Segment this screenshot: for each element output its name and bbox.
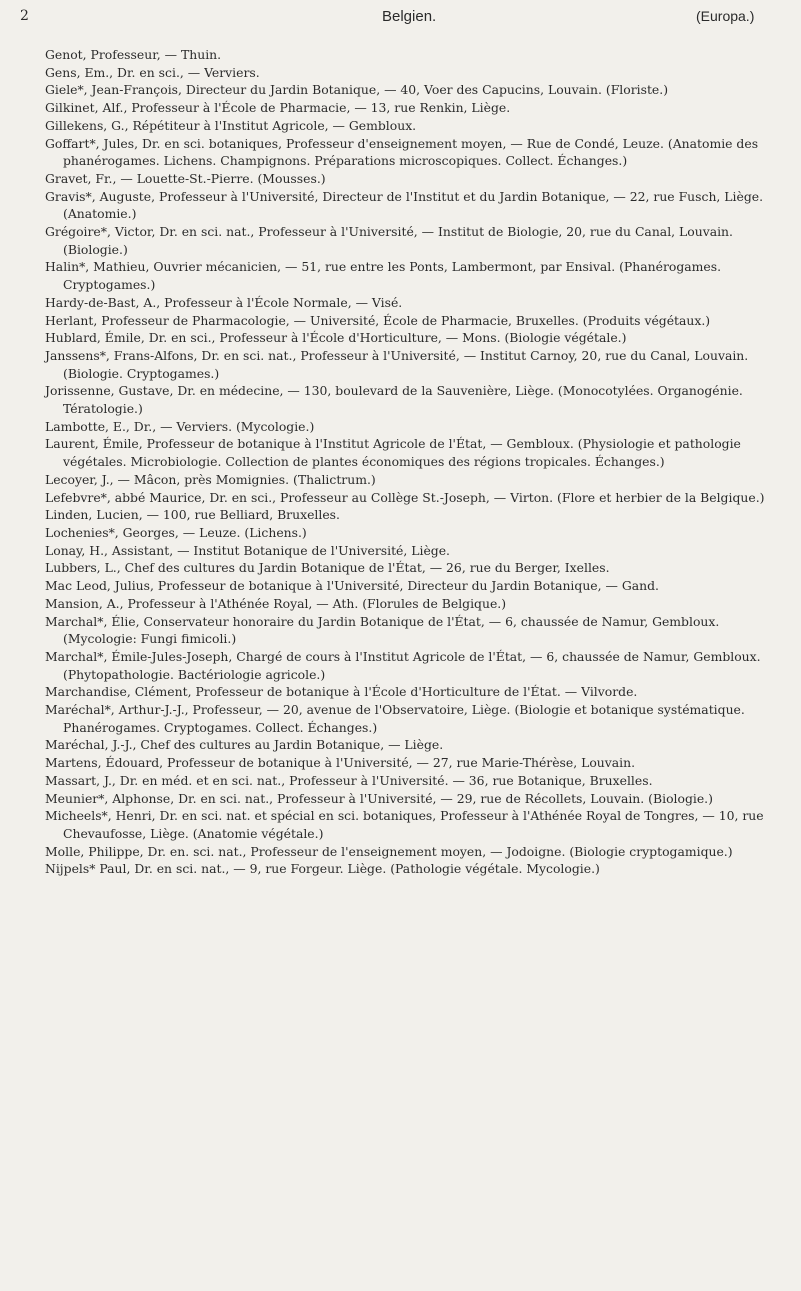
running-title: Belgien. [382,8,437,25]
directory-entry: Hardy-de-Bast, A., Professeur à l'École Normale, — Visé. [45,294,403,310]
directory-entry: Massart, J., Dr. en méd. et en sci. nat., Professeur à l'Université. — 36, rue Botanique, Bruxelles. [45,772,653,788]
directory-entry: Goffart*, Jules, Dr. en sci. botaniques, Professeur d'enseignement moyen, — Rue de Condé, Leuze. (Anatomie des phanérogames. Lichens. Champignons. Préparations microscopiques. Collect. Échanges.) [45,135,759,169]
directory-entry: Lecoyer, J., — Mâcon, près Momignies. (Thalictrum.) [45,471,376,487]
directory-entry: Gilkinet, Alf., Professeur à l'École de Pharmacie, — 13, rue Renkin, Liège. [45,100,511,116]
directory-entry: Gens, Em., Dr. en sci., — Verviers. [45,64,260,80]
directory-entry: Lambotte, E., Dr., — Verviers. (Mycologie.) [45,418,315,434]
region-label: (Europa.) [696,8,755,24]
page-number: 2 [20,8,29,24]
directory-entry: Mansion, A., Professeur à l'Athénée Royal, — Ath. (Florules de Belgique.) [45,595,507,611]
directory-entry: Halin*, Mathieu, Ouvrier mécanicien, — 51, rue entre les Ponts, Lambermont, par Ensival. (Phanérogames. Cryptogames.) [45,259,722,293]
directory-entry: Nijpels* Paul, Dr. en sci. nat., — 9, rue Forgeur. Liège. (Pathologie végétale. Mycologie.) [45,861,600,877]
directory-entry: Hublard, Émile, Dr. en sci., Professeur à l'École d'Horticulture, — Mons. (Biologie végétale.) [45,330,627,346]
directory-entry: Marchal*, Élie, Conservateur honoraire du Jardin Botanique de l'État, — 6, chaussée de Namur, Gembloux. (Mycologie: Fungi fimicoli.) [45,613,720,647]
directory-entry: Maréchal*, Arthur-J.-J., Professeur, — 20, avenue de l'Observatoire, Liège. (Biologie et botanique systématique. Phanérogames. Cryptogames. Collect. Échanges.) [45,702,745,735]
directory-entry: Linden, Lucien, — 100, rue Belliard, Bruxelles. [45,507,340,523]
directory-entry: Maréchal, J.-J., Chef des cultures au Jardin Botanique, — Liège. [45,737,444,753]
directory-entry: Lefebvre*, abbé Maurice, Dr. en sci., Professeur au Collège St.-Joseph, — Virton. (Flore et herbier de la Belgique.) [45,489,765,505]
directory-entry: Meunier*, Alphonse, Dr. en sci. nat., Professeur à l'Université, — 29, rue de Récollets, Louvain. (Biologie.) [45,790,713,806]
directory-entry: Gillekens, G., Répétiteur à l'Institut Agricole, — Gembloux. [45,117,417,133]
directory-entry: Laurent, Émile, Professeur de botanique à l'Institut Agricole de l'État, — Gembloux. (Physiologie et pathologie végétales. Microbiologie. Collection de plantes économiques des régions tropicales. Échanges.) [45,436,741,470]
directory-entry: Marchandise, Clément, Professeur de botanique à l'École d'Horticulture de l'État. — Vilvorde. [45,684,638,700]
directory-entries [45,46,787,878]
directory-entry: Herlant, Professeur de Pharmacologie, — Université, École de Pharmacie, Bruxelles. (Produits végétaux.) [45,312,711,328]
directory-entry: Mac Leod, Julius, Professeur de botanique à l'Université, Directeur du Jardin Botanique, — Gand. [45,578,659,594]
directory-entry: Lonay, H., Assistant, — Institut Botanique de l'Université, Liège. [45,542,450,558]
directory-entry: Martens, Édouard, Professeur de botanique à l'Université, — 27, rue Marie-Thérèse, Louvain. [45,755,636,771]
directory-entry: Gravis*, Auguste, Professeur à l'Université, Directeur de l'Institut et du Jardin Botanique, — 22, rue Fusch, Liège. (Anatomie.) [45,188,764,222]
page-header [0,0,801,30]
directory-entry: Marchal*, Émile-Jules-Joseph, Chargé de cours à l'Institut Agricole de l'État, — 6, chaussée de Namur, Gembloux. (Phytopathologie. Bactériologie agricole.) [45,648,761,682]
directory-entry: Lochenies*, Georges, — Leuze. (Lichens.) [45,524,307,540]
directory-entry: Janssens*, Frans-Alfons, Dr. en sci. nat., Professeur à l'Université, — Institut Carnoy, 20, rue du Canal, Louvain. (Biologie. Cryptogames.) [45,347,749,381]
directory-entry: Molle, Philippe, Dr. en. sci. nat., Professeur de l'enseignement moyen, — Jodoigne. (Biologie cryptogamique.) [45,843,733,859]
directory-entry: Lubbers, L., Chef des cultures du Jardin Botanique de l'État, — 26, rue du Berger, Ixelles. [45,560,610,576]
directory-entry: Grégoire*, Victor, Dr. en sci. nat., Professeur à l'Université, — Institut de Biologie, 20, rue du Canal, Louvain. (Biologie.) [45,224,733,257]
directory-entry: Gravet, Fr., — Louette-St.-Pierre. (Mousses.) [45,170,326,186]
directory-entry: Genot, Professeur, — Thuin. [45,47,222,62]
directory-entry: Giele*, Jean-François, Directeur du Jardin Botanique, — 40, Voer des Capucins, Louvain. (Floriste.) [45,82,669,98]
directory-entry: Jorissenne, Gustave, Dr. en médecine, — 130, boulevard de la Sauvenière, Liège. (Monocotylées. Organogénie. Tératologie.) [45,383,743,417]
directory-entry: Micheels*, Henri, Dr. en sci. nat. et spécial en sci. botaniques, Professeur à l'Athénée Royal de Tongres, — 10, rue Chevaufosse, Liège. (Anatomie végétale.) [45,808,764,841]
